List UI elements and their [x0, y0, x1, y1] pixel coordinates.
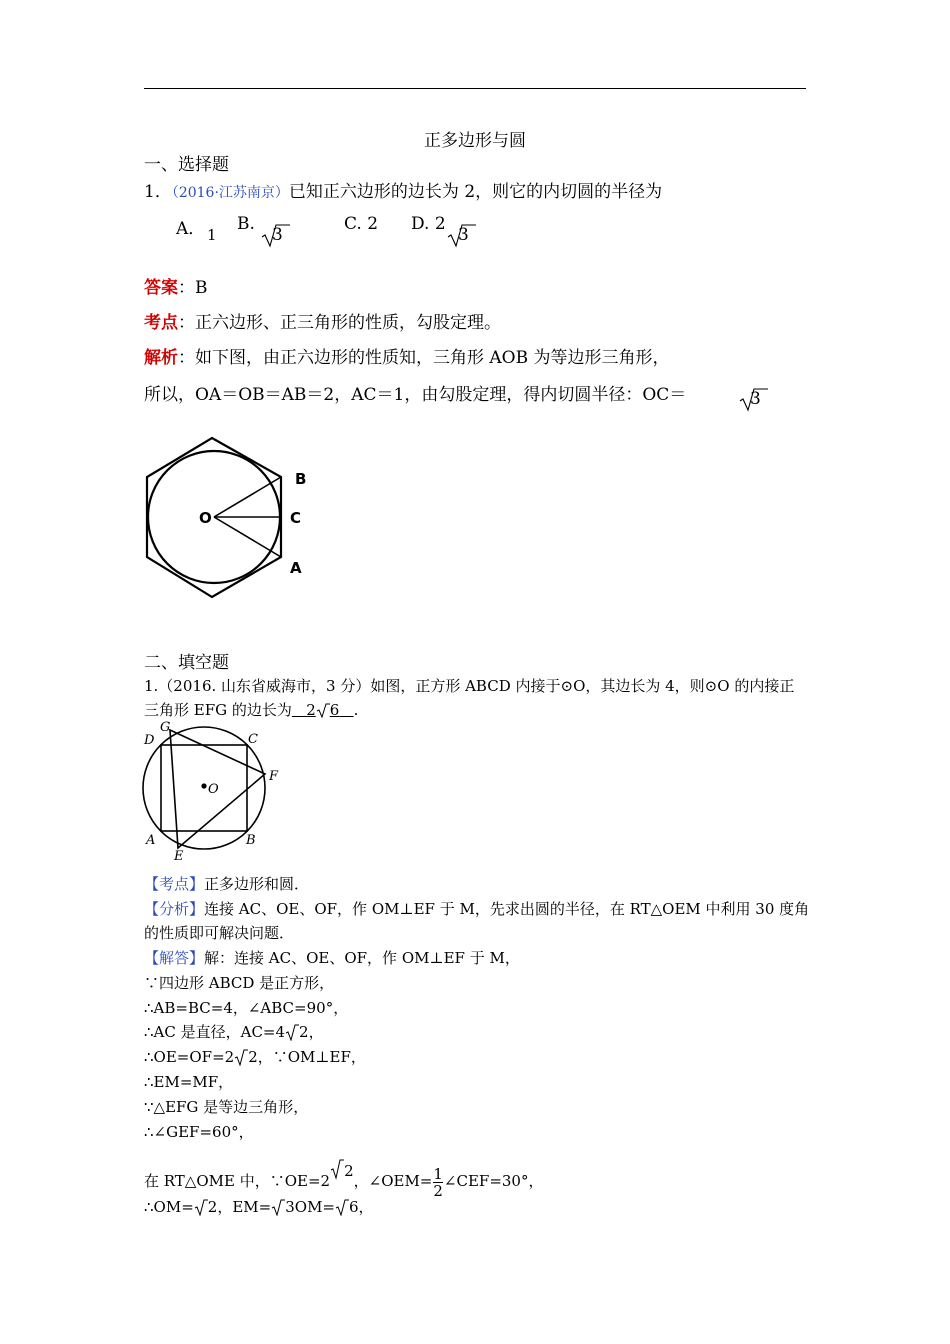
option-d-label: D. 2	[411, 214, 446, 234]
jiexi-line-2: 所以，OA＝OB＝AB＝2，AC＝1，由勾股定理，得内切圆半径：OC＝	[144, 385, 687, 405]
label-f: F	[269, 769, 279, 784]
question-source: （2016·江苏南京）	[171, 185, 289, 201]
answer-label: 答案	[144, 278, 178, 298]
fill-question-prefix: 三角形 EFG 的边长为	[144, 701, 292, 719]
fraction-numerator: 1	[433, 1164, 443, 1183]
option-b-label: B.	[237, 214, 255, 234]
label-c: C	[290, 509, 302, 527]
section-heading-fill: 二、填空题	[144, 653, 229, 673]
step-3	[144, 1021, 324, 1042]
jieda-tag: 【解答】	[144, 949, 205, 967]
kaodian-line	[144, 308, 501, 333]
label-o: O	[199, 509, 212, 527]
sqrt-symbol	[316, 702, 330, 718]
label-e: E	[174, 849, 184, 864]
answer-value: ：B	[178, 278, 208, 298]
label-d: D	[144, 733, 155, 748]
fill-question-line-1: 1.（2016. 山东省威海市，3 分）如图，正方形 ABCD 内接于⊙O，其边长为 4，则⊙O 的内接正	[144, 677, 795, 695]
kaodian-2-line	[144, 873, 309, 894]
fraction-denominator: 2	[433, 1181, 443, 1200]
step-8-radicand: 2	[344, 1162, 354, 1180]
option-a-value: 1	[207, 226, 217, 244]
header-rule	[144, 88, 806, 89]
step-4	[144, 1046, 366, 1067]
fill-answer-coef: 2	[306, 701, 316, 719]
fraction	[433, 1166, 443, 1199]
step-3-radicand: 2	[299, 1023, 309, 1041]
step-4-radicand: 2	[248, 1048, 258, 1066]
step-7: ∴∠GEF=60°，	[144, 1123, 254, 1141]
step-9-radicand-1: 2	[207, 1198, 218, 1216]
segment-ob	[214, 477, 281, 517]
sqrt-symbol	[285, 1023, 299, 1041]
step-9-mid-2: OM=	[294, 1198, 335, 1216]
option-a-label: A．	[176, 219, 206, 239]
sqrt-symbol	[194, 1198, 208, 1216]
page-title: 正多边形与圆	[424, 131, 526, 151]
fill-question-suffix: .	[353, 701, 359, 719]
section-heading-choice: 一、选择题	[144, 155, 229, 175]
step-9-radicand-3: 6	[349, 1198, 359, 1216]
label-o: O	[208, 782, 219, 797]
jiexi-line	[144, 343, 670, 368]
kaodian-text: 正多边形和圆．	[204, 875, 310, 893]
step-1: ∵四边形 ABCD 是正方形，	[144, 974, 335, 992]
step-3-text: ∴AC 是直径，AC=4	[144, 1023, 286, 1041]
fenxi-text: 连接 AC、OE、OF，作 OM⊥EF 于 M，先求出圆的半径，在 RT△OEM 中利用 30 度角	[204, 900, 810, 918]
step-9	[144, 1196, 374, 1217]
label-a: A	[290, 559, 302, 577]
step-3-suffix: ，	[308, 1023, 324, 1041]
step-9-mid: ，EM=	[217, 1198, 272, 1216]
step-8-mid: ，∠OEM=	[353, 1172, 433, 1190]
label-a: A	[146, 833, 156, 848]
step-4-text: ∴OE=OF=2	[144, 1048, 235, 1066]
sqrt-symbol	[234, 1048, 248, 1066]
kaodian-tag: 【考点】	[144, 875, 205, 893]
hexagon-figure	[140, 430, 315, 600]
label-b: B	[295, 470, 307, 488]
fenxi-tag: 【分析】	[144, 900, 205, 918]
step-4-suffix: ，∵OM⊥EF，	[257, 1048, 366, 1066]
jieda-line	[144, 947, 520, 968]
jiexi-label: 解析	[144, 348, 178, 368]
step-9-text: ∴OM=	[144, 1198, 194, 1216]
question-number: 1．	[144, 182, 172, 202]
square-circle-figure	[140, 720, 290, 865]
step-8	[144, 1158, 543, 1199]
jieda-text: 解：连接 AC、OE、OF，作 OM⊥EF 于 M，	[204, 949, 520, 967]
sqrt-symbol	[271, 1198, 285, 1216]
segment-oa	[214, 517, 281, 557]
fenxi-line	[144, 898, 809, 919]
option-d-radicand: 3	[458, 225, 469, 245]
step-5: ∴EM=MF，	[144, 1073, 234, 1091]
jiexi-value: ：如下图，由正六边形的性质知，三角形 AOB 为等边形三角形，	[178, 348, 670, 368]
label-g: G	[160, 720, 171, 735]
fill-question-line-2	[144, 699, 358, 720]
answer-line	[144, 273, 208, 298]
kaodian-label: 考点	[144, 313, 178, 333]
fill-answer-blank	[292, 701, 354, 719]
label-b: B	[246, 833, 256, 848]
step-8-suffix: ∠CEF=30°，	[443, 1172, 544, 1190]
question-stem: 已知正六边形的边长为 2，则它的内切圆的半径为	[288, 182, 663, 202]
step-9-radicand-2: 3	[285, 1198, 295, 1216]
jiexi-radicand: 3	[750, 389, 761, 409]
center-dot	[201, 783, 206, 788]
fill-answer-radicand: 6	[329, 701, 340, 719]
option-c: C. 2	[344, 214, 379, 234]
fenxi-line-2: 的性质即可解决问题．	[144, 924, 295, 942]
label-c: C	[248, 732, 258, 747]
question-1	[144, 177, 662, 202]
step-8-text: 在 RT△OME 中，∵OE=2	[144, 1172, 331, 1190]
step-9-suffix: ，	[358, 1198, 374, 1216]
step-2: ∴AB=BC=4，∠ABC=90°，	[144, 999, 349, 1017]
sqrt-symbol	[335, 1198, 349, 1216]
step-6: ∵△EFG 是等边三角形，	[144, 1098, 309, 1116]
kaodian-value: ：正六边形、正三角形的性质，勾股定理。	[178, 313, 501, 333]
sqrt-symbol	[330, 1158, 344, 1180]
option-b-radicand: 3	[272, 225, 283, 245]
